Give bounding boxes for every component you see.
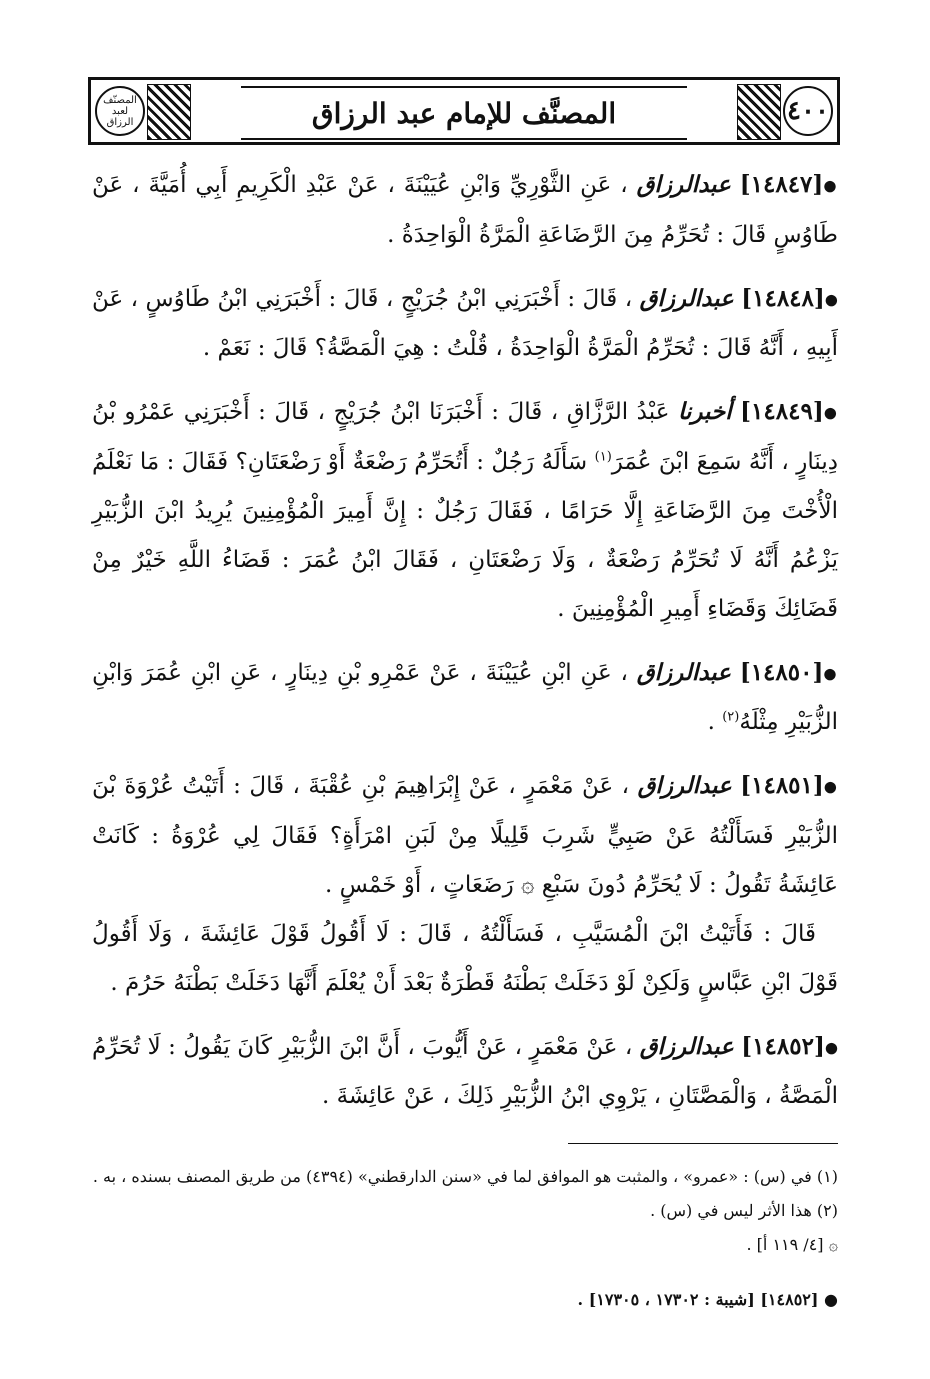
book-title-text: المصنَّف للإمام عبد الرزاق (311, 96, 617, 130)
footnote-marker: (١) (594, 448, 612, 464)
hadith-14848 (92, 274, 838, 374)
hadith-text: عَبْدُ الرَّزَّاقِ ، قَالَ : أَخْبَرَنَا ابْنُ جُرَيْجٍ ، قَالَ : أَخْبَرَنِي عَمْرُو بْنُ دِينَارٍ ، أَنَّهُ سَمِعَ ابْنَ عُمَرَ (92, 399, 838, 475)
hadith-14850 (92, 648, 838, 748)
hadith-number: [١٤٨٤٩] (740, 398, 824, 425)
narrator: أخبرنا (677, 398, 732, 425)
footnote-marker: (٢) (722, 709, 740, 725)
hadith-number: [١٤٨٥١] (740, 772, 824, 799)
narrator: عبدالرزاق (639, 284, 734, 312)
hadith-number: [١٤٨٤٨] (741, 284, 825, 312)
hadith-14851 (92, 761, 838, 1008)
narrator: عبدالرزاق (636, 171, 731, 198)
hadith-text: ، عَنْ مَعْمَرٍ ، عَنْ أَيُّوبَ ، أَنَّ ابْنَ الزُّبَيْرِ كَانَ يَقُولُ : لَا تُحَرِّمُ الْمَصَّةُ ، وَالْمَصَّتَانِ ، يَرْوِي ابْنُ الزُّبَيْرِ ذَلِكَ ، عَنْ عَائِشَةَ . (92, 1033, 838, 1109)
footnote-3: ۞ [٤/ ١١٩ أ] . (746, 1235, 838, 1254)
bullet-icon: ● (823, 176, 839, 195)
narrator: عبدالرزاق (637, 772, 732, 799)
bullet-icon: ● (824, 290, 839, 308)
main-text (92, 160, 838, 1135)
hadith-text: ، قَالَ : أَخْبَرَنِي ابْنُ جُرَيْجٍ ، قَالَ : أَخْبَرَنِي ابْنُ طَاوُسٍ ، عَنْ أَبِيهِ ، أَنَّهُ قَالَ : تُحَرِّمُ الْمَرَّةُ الْوَاحِدَةُ ، قُلْتُ : هِيَ الْمَصَّةُ؟ قَالَ : نَعَمْ . (92, 285, 838, 361)
hadith-number: [١٤٨٤٧] (739, 171, 824, 198)
page-number: ٤٠٠ (787, 96, 829, 126)
bullet-icon: ● (823, 403, 839, 422)
hadith-text: ، عَنِ الثَّوْرِيِّ وَابْنِ عُيَيْنَةَ ، عَنْ عَبْدِ الْكَرِيمِ أَبِي أُمَيَّةَ ، عَنْ طَاوُسٍ قَالَ : تُحَرِّمُ مِنَ الرَّضَاعَةِ الْمَرَّةُ الْوَاحِدَةُ . (92, 172, 838, 248)
footnote-2: (٢) هذا الأثر ليس في (س) . (650, 1201, 838, 1220)
hadith-text-continued: سَأَلَهُ رَجُلٌ : أَتُحَرِّمُ رَضْعَةٌ أَوْ رَضْعَتَانِ؟ فَقَالَ : مَا نَعْلَمُ الْأُخْتَ مِنَ الرَّضَاعَةِ إِلَّا حَرَامًا ، فَقَالَ رَجُلٌ : إِنَّ أَمِيرَ الْمُؤْمِنِينَ يُرِيدُ ابْنَ الزُّبَيْرِ يَزْعُمُ أَنَّهُ لَا تُحَرِّمُ رَضْعَةٌ ، وَلَا رَضْعَتَانِ ، فَقَالَ ابْنُ عُمَرَ : قَضَاءُ اللَّهِ خَيْرٌ مِنْ قَضَائِكَ وَقَضَاءِ أَمِيرِ الْمُؤْمِنِينَ . (92, 448, 838, 622)
seal-text: المصنّف لعبد الرزاق (103, 94, 137, 128)
footnotes (92, 1160, 838, 1262)
narrator: عبدالرزاق (639, 1032, 734, 1060)
hadith-14852 (92, 1022, 838, 1122)
ornament-right (737, 84, 781, 140)
cross-reference: ● [١٤٨٥٢] [شيبة : ١٧٣٠٢ ، ١٧٣٠٥] . (577, 1290, 838, 1309)
hadith-14849 (92, 387, 838, 634)
bullet-icon: ● (824, 1038, 839, 1056)
ornament-left (147, 84, 191, 140)
page-header (88, 77, 840, 145)
hadith-text: ، عَنِ ابْنِ عُيَيْنَةَ ، عَنْ عَمْرِو بْنِ دِينَارٍ ، عَنِ ابْنِ عُمَرَ وَابْنِ الزُّبَيْرِ مِثْلَهُ (92, 659, 838, 735)
hadith-number: [١٤٨٥٢] (741, 1032, 825, 1060)
hadith-14847 (92, 160, 838, 260)
page-number-seal (783, 86, 833, 136)
hadith-continuation: قَالَ : فَأَتَيْتُ ابْنَ الْمُسَيَّبِ ، فَسَأَلْتُهُ ، قَالَ : لَا أَقُولُ قَوْلَ عَائِشَةَ ، وَلَا أَقُولُ قَوْلَ ابْنِ عَبَّاسٍ وَلَكِنْ لَوْ دَخَلَتْ بَطْنَهُ قَطْرَةٌ بَعْدَ أَنْ يُعْلَمَ أَنَّهَا دَخَلَتْ بَطْنَهُ حَرُمَ . (92, 920, 838, 996)
narrator: عبدالرزاق (636, 658, 731, 686)
footnote-divider (568, 1143, 838, 1144)
footnote-1: (١) في (س) : «عمرو» ، والمثبت هو الموافق لما في «سنن الدارقطني» (٤٣٩٤) من طريق المصنف بسنده ، به . (92, 1167, 838, 1186)
hadith-number: [١٤٨٥٠] (739, 658, 824, 686)
book-title (241, 86, 687, 140)
hadith-text-continued: . (707, 709, 715, 735)
seal-left (95, 86, 145, 136)
bullet-icon: ● (823, 777, 839, 796)
bullet-icon: ● (823, 664, 838, 682)
hadith-text: ، عَنْ مَعْمَرٍ ، عَنْ إِبْرَاهِيمَ بْنِ عُقْبَةَ ، قَالَ : أَتَيْتُ عُرْوَةَ بْنَ الزُّبَيْرِ فَسَأَلْتُهُ عَنْ صَبِيٍّ شَرِبَ قَلِيلًا مِنْ لَبَنِ امْرَأَةٍ؟ فَقَالَ لِي عُرْوَةُ : كَانَتْ عَائِشَةُ تَقُولُ : لَا يُحَرِّمُ دُونَ سَبْعِ ۞ رَضَعَاتٍ ، أَوْ خَمْسٍ . (92, 773, 838, 898)
